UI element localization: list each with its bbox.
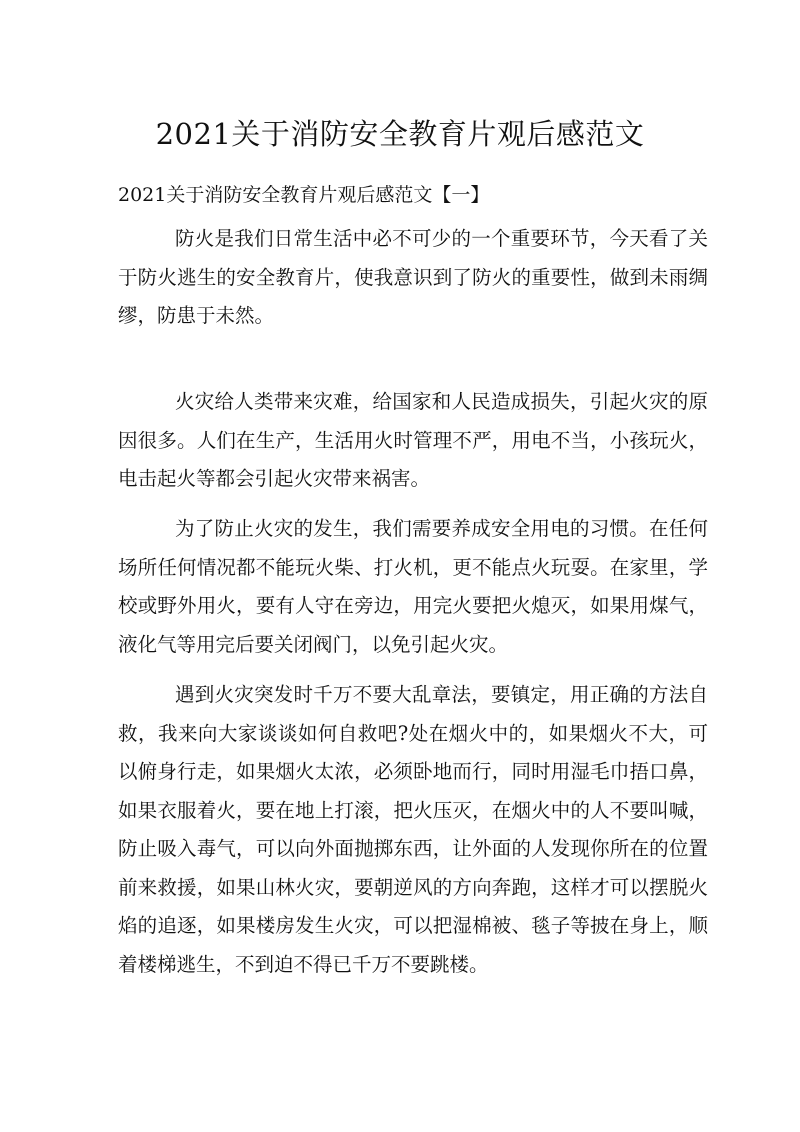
paragraph-3: 为了防止火灾的发生，我们需要养成安全用电的习惯。在任何场所任何情况都不能玩火柴、打火机，更不能点火玩耍。在家里，学校或野外用火，要有人守在旁边，用完火要把火熄灭，如果用煤气，液化气等用完后要关闭阀门，以免引起火灾。 bbox=[118, 517, 708, 656]
paragraph-2: 火灾给人类带来灾难，给国家和人民造成损失，引起火灾的原因很多。人们在生产，生活用火时管理不严，用电不当，小孩玩火，电击起火等都会引起火灾带来祸害。 bbox=[118, 390, 708, 490]
section-heading: 2021关于消防安全教育片观后感范文【一】 bbox=[118, 184, 490, 206]
paragraph-1: 防火是我们日常生活中必不可少的一个重要环节，今天看了关于防火逃生的安全教育片，使我意识到了防火的重要性，做到未雨绸缪，防患于未然。 bbox=[118, 227, 708, 327]
paragraph-4: 遇到火灾突发时千万不要大乱章法，要镇定，用正确的方法自救，我来向大家谈谈如何自救吧?处在烟火中的，如果烟火不大，可以俯身行走，如果烟火太浓，必须卧地而行，同时用湿毛巾捂口鼻，如果衣服着火，要在地上打滚，把火压灭，在烟火中的人不要叫喊，防止吸入毒气，可以向外面抛掷东西，让外面的人发现你所在的位置前来救援，如果山林火灾，要朝逆风的方向奔跑，这样才可以摆脱火焰的追逐，如果楼房发生火灾，可以把湿棉被、毯子等披在身上，顺着楼梯逃生，不到迫不得已千万不要跳楼。 bbox=[118, 683, 708, 976]
page-title: 2021关于消防安全教育片观后感范文 bbox=[155, 117, 645, 151]
